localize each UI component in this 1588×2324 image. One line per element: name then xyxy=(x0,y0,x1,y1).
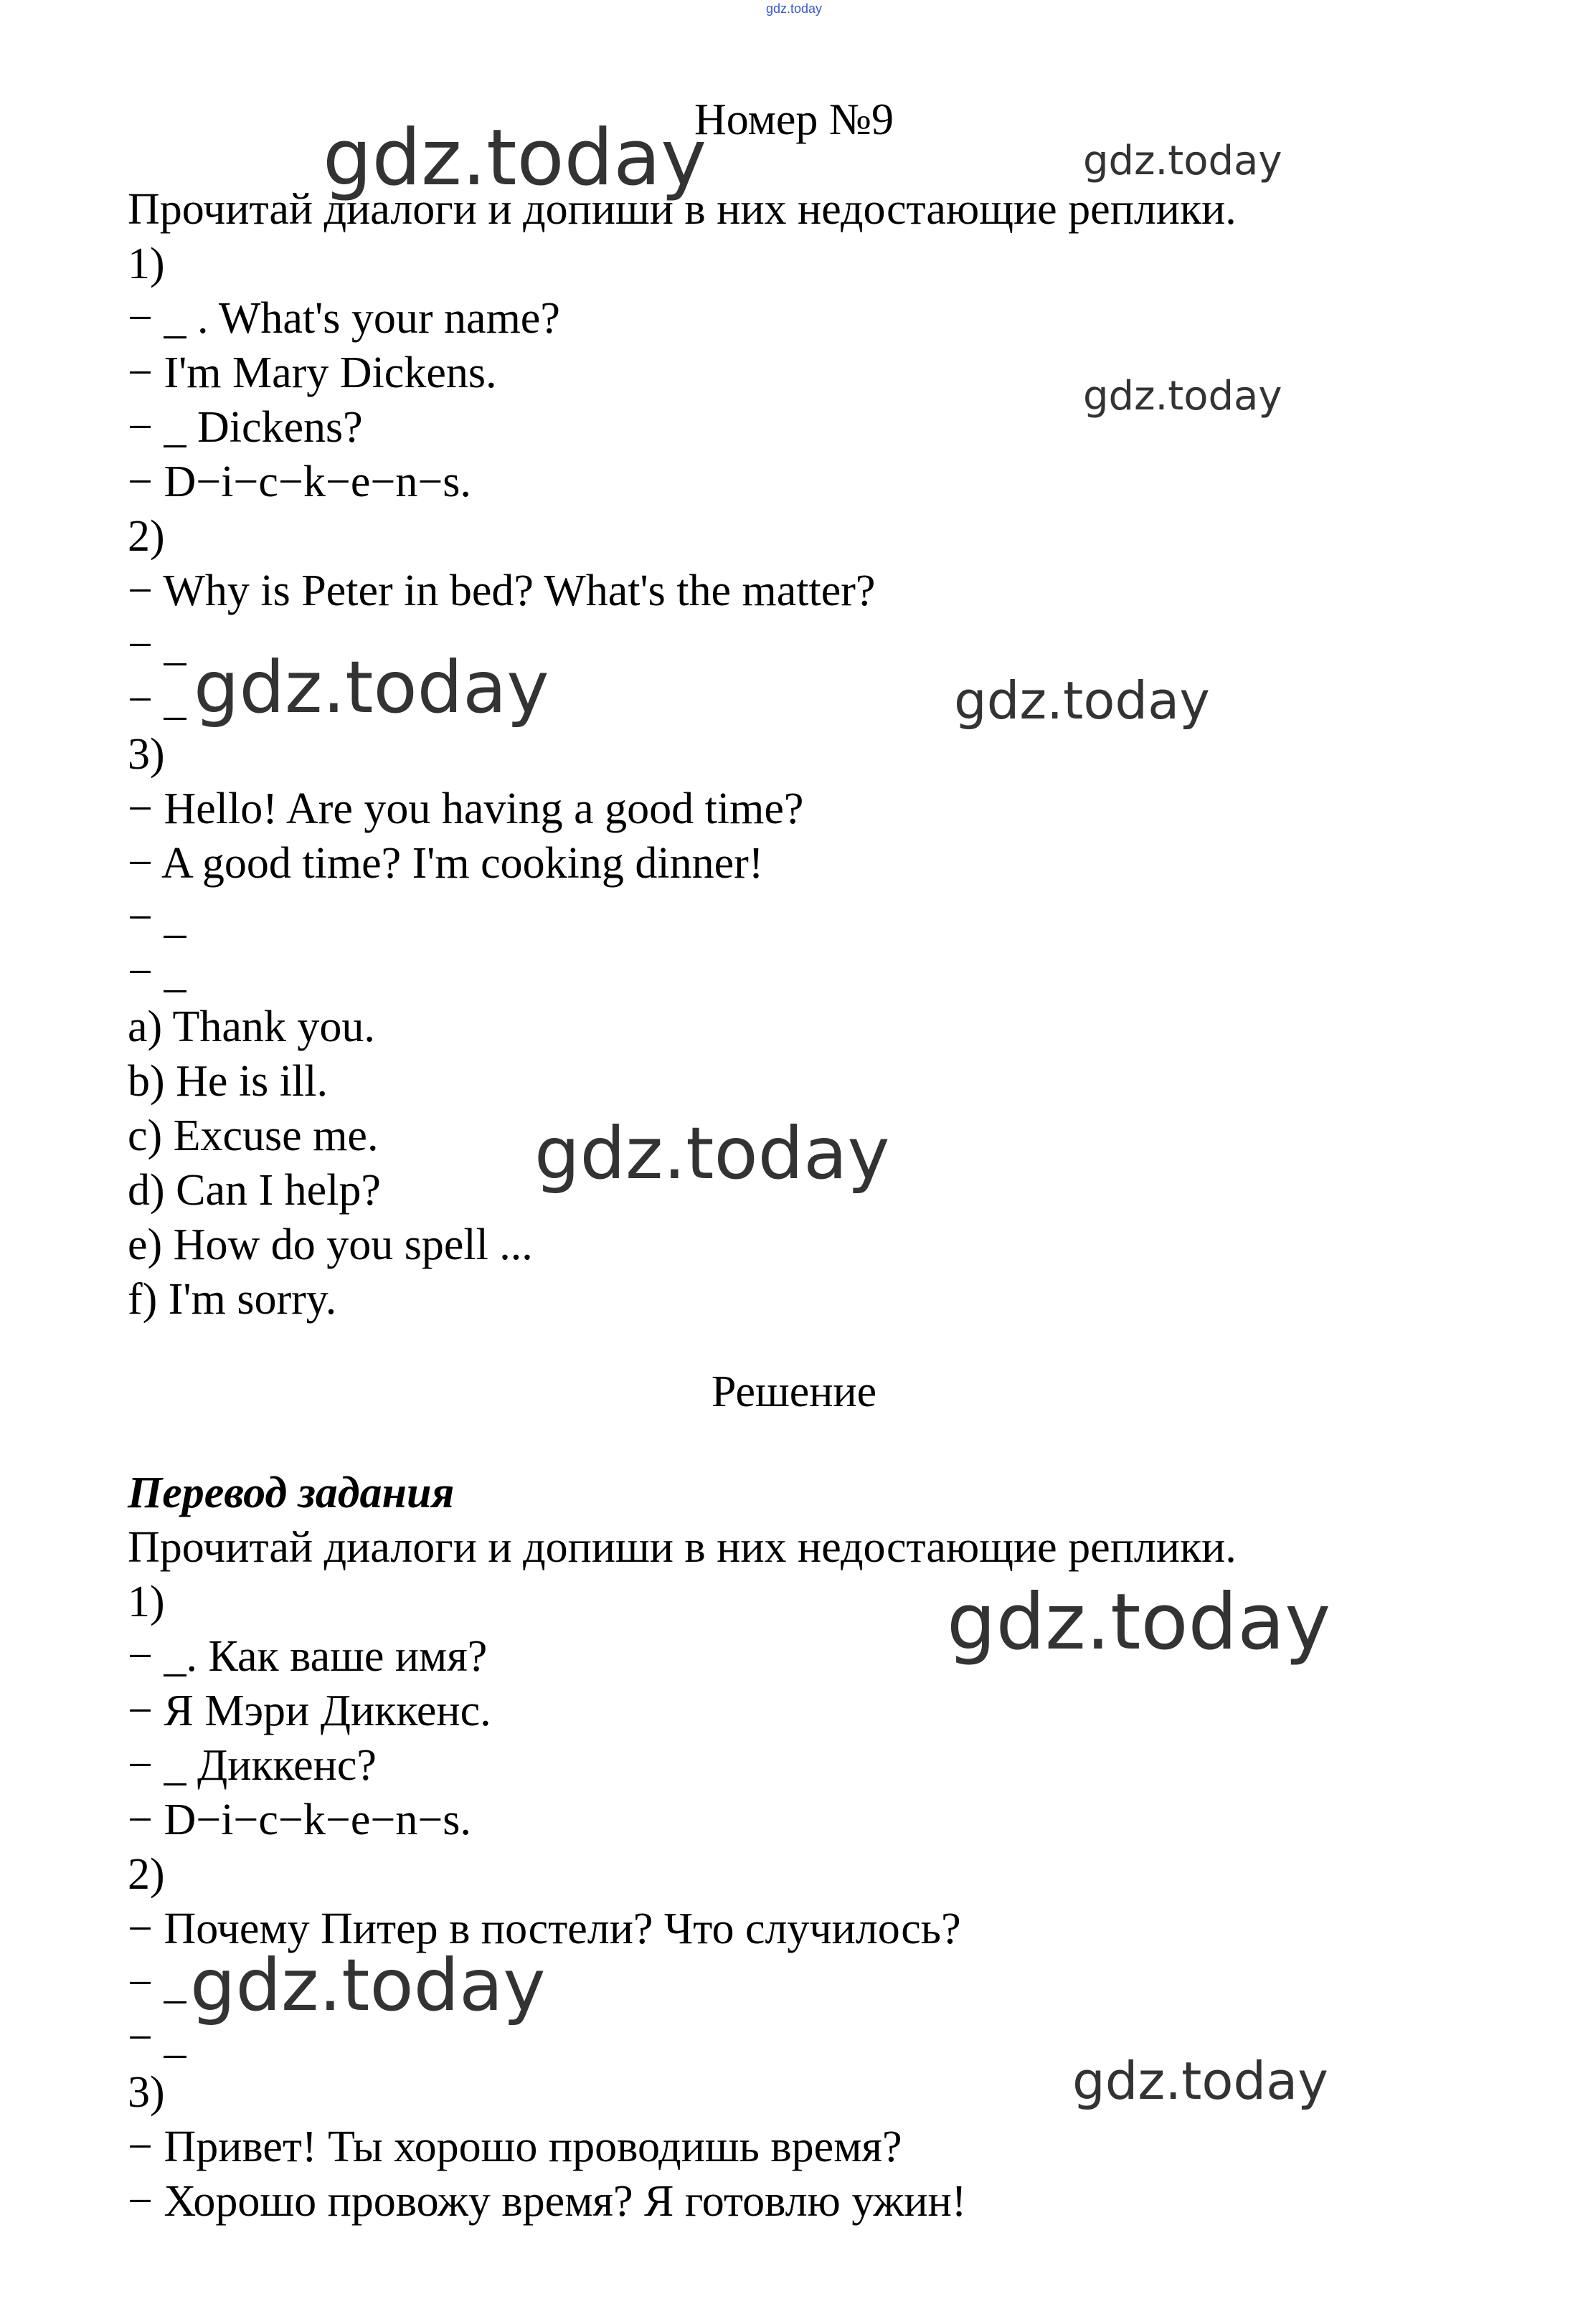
page-title: Номер №9 xyxy=(694,95,894,144)
translation-heading: Перевод задания xyxy=(128,1469,455,1517)
watermark: gdz.today xyxy=(954,670,1210,731)
dialog1-number: 1) xyxy=(128,239,165,288)
tr-dialog2-number: 2) xyxy=(128,1850,165,1899)
tr-dialog1-number: 1) xyxy=(128,1578,165,1626)
tr-dialog3-number: 3) xyxy=(128,2068,165,2117)
watermark: gdz.today xyxy=(947,1578,1331,1667)
dialog2-line: − _ xyxy=(128,675,186,724)
solution-heading: Решение xyxy=(711,1367,877,1416)
option-item: a) Thank you. xyxy=(128,1002,375,1051)
tr-dialog1-line: − _. Как ваше имя? xyxy=(128,1632,488,1681)
tr-dialog2-line: − Почему Питер в постели? Что случилось? xyxy=(128,1905,961,1953)
dialog2-number: 2) xyxy=(128,512,165,561)
dialog1-line: − _ Dickens? xyxy=(128,403,363,452)
tr-dialog1-line: − D−i−c−k−e−n−s. xyxy=(128,1796,471,1844)
option-item: c) Excuse me. xyxy=(128,1111,379,1160)
dialog3-line: − A good time? I'm cooking dinner! xyxy=(128,839,764,888)
dialog3-line: − _ xyxy=(128,948,186,997)
watermark: gdz.today xyxy=(194,645,549,729)
dialog2-line: − _ xyxy=(128,621,186,670)
dialog1-line: − D−i−c−k−e−n−s. xyxy=(128,457,471,506)
tr-dialog2-line: − _ xyxy=(128,1959,186,2008)
tr-dialog1-line: − Я Мэри Диккенс. xyxy=(128,1687,491,1735)
dialog2-line: − Why is Peter in bed? What's the matter? xyxy=(128,566,876,615)
option-item: d) Can I help? xyxy=(128,1166,381,1215)
tr-dialog3-line: − Привет! Ты хорошо проводишь время? xyxy=(128,2123,902,2171)
tr-dialog1-line: − _ Диккенс? xyxy=(128,1741,377,1790)
header-watermark: gdz.today xyxy=(765,1,823,16)
tr-dialog3-line: − Хорошо провожу время? Я готовлю ужин! xyxy=(128,2177,967,2226)
task-instruction: Прочитай диалоги и допиши в них недостающие реплики. xyxy=(128,185,1237,234)
watermark: gdz.today xyxy=(190,1943,546,2027)
watermark: gdz.today xyxy=(1072,2051,1328,2111)
option-item: f) I'm sorry. xyxy=(128,1275,337,1324)
dialog3-number: 3) xyxy=(128,730,165,779)
translation-instruction: Прочитай диалоги и допиши в них недостающие реплики. xyxy=(128,1523,1237,1572)
watermark: gdz.today xyxy=(1083,138,1282,184)
dialog1-line: − I'm Mary Dickens. xyxy=(128,348,497,397)
option-item: e) How do you spell ... xyxy=(128,1220,533,1269)
watermark: gdz.today xyxy=(1083,373,1282,419)
dialog3-line: − Hello! Are you having a good time? xyxy=(128,784,804,833)
watermark: gdz.today xyxy=(323,113,707,203)
dialog1-line: − _ . What's your name? xyxy=(128,294,560,343)
tr-dialog2-line: − _ xyxy=(128,2014,186,2062)
dialog3-line: − _ xyxy=(128,893,186,942)
option-item: b) He is ill. xyxy=(128,1057,328,1106)
watermark: gdz.today xyxy=(534,1111,890,1195)
